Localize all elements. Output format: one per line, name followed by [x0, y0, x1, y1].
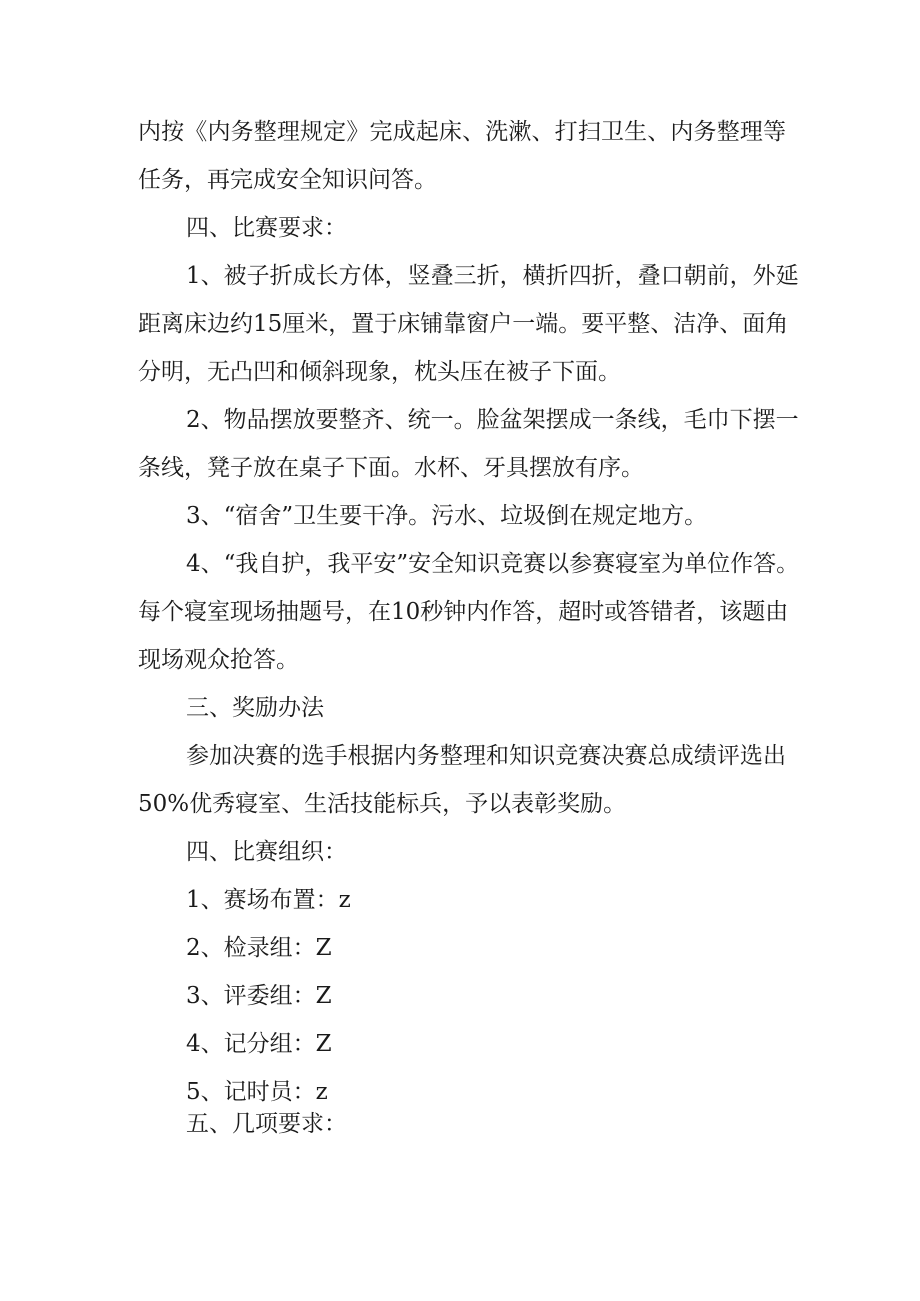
- list-item-line: 1、被子折成长方体，竖叠三折，横折四折，叠口朝前，外延: [186, 263, 799, 289]
- section-heading: 四、比赛组织：: [186, 839, 347, 865]
- paragraph-line: 现场观众抢答。: [138, 647, 299, 673]
- list-item-line: 4、记分组：Z: [186, 1031, 332, 1057]
- list-item-line: 3、“宿舍”卫生要干净。污水、垃圾倒在规定地方。: [186, 503, 708, 529]
- section-heading: 四、比赛要求：: [186, 215, 347, 241]
- list-item-line: 2、检录组：Z: [186, 935, 332, 961]
- section-heading: 三、奖励办法: [186, 695, 324, 721]
- paragraph-line: 每个寝室现场抽题号，在10秒钟内作答，超时或答错者，该题由: [138, 599, 789, 625]
- paragraph-line: 距离床边约15厘米，置于床铺靠窗户一端。要平整、洁净、面角: [138, 311, 789, 337]
- paragraph-line: 任务，再完成安全知识问答。: [138, 167, 437, 193]
- list-item-line: 1、赛场布置：z: [186, 887, 351, 913]
- section-heading: 五、几项要求：: [186, 1111, 347, 1137]
- list-item-line: 2、物品摆放要整齐、统一。脸盆架摆成一条线，毛巾下摆一: [186, 407, 799, 433]
- list-item-line: 4、“我自护，我平安”安全知识竞赛以参赛寝室为单位作答。: [186, 551, 800, 577]
- paragraph-line: 条线，凳子放在桌子下面。水杯、牙具摆放有序。: [138, 455, 644, 481]
- paragraph-line: 参加决赛的选手根据内务整理和知识竞赛决赛总成绩评选出: [186, 743, 786, 769]
- paragraph-line: 分明，无凸凹和倾斜现象，枕头压在被子下面。: [138, 359, 621, 385]
- paragraph-line: 50%优秀寝室、生活技能标兵，予以表彰奖励。: [138, 791, 627, 817]
- paragraph-line: 内按《内务整理规定》完成起床、洗漱、打扫卫生、内务整理等: [138, 119, 786, 145]
- list-item-line: 5、记时员：z: [186, 1079, 328, 1105]
- list-item-line: 3、评委组：Z: [186, 983, 332, 1009]
